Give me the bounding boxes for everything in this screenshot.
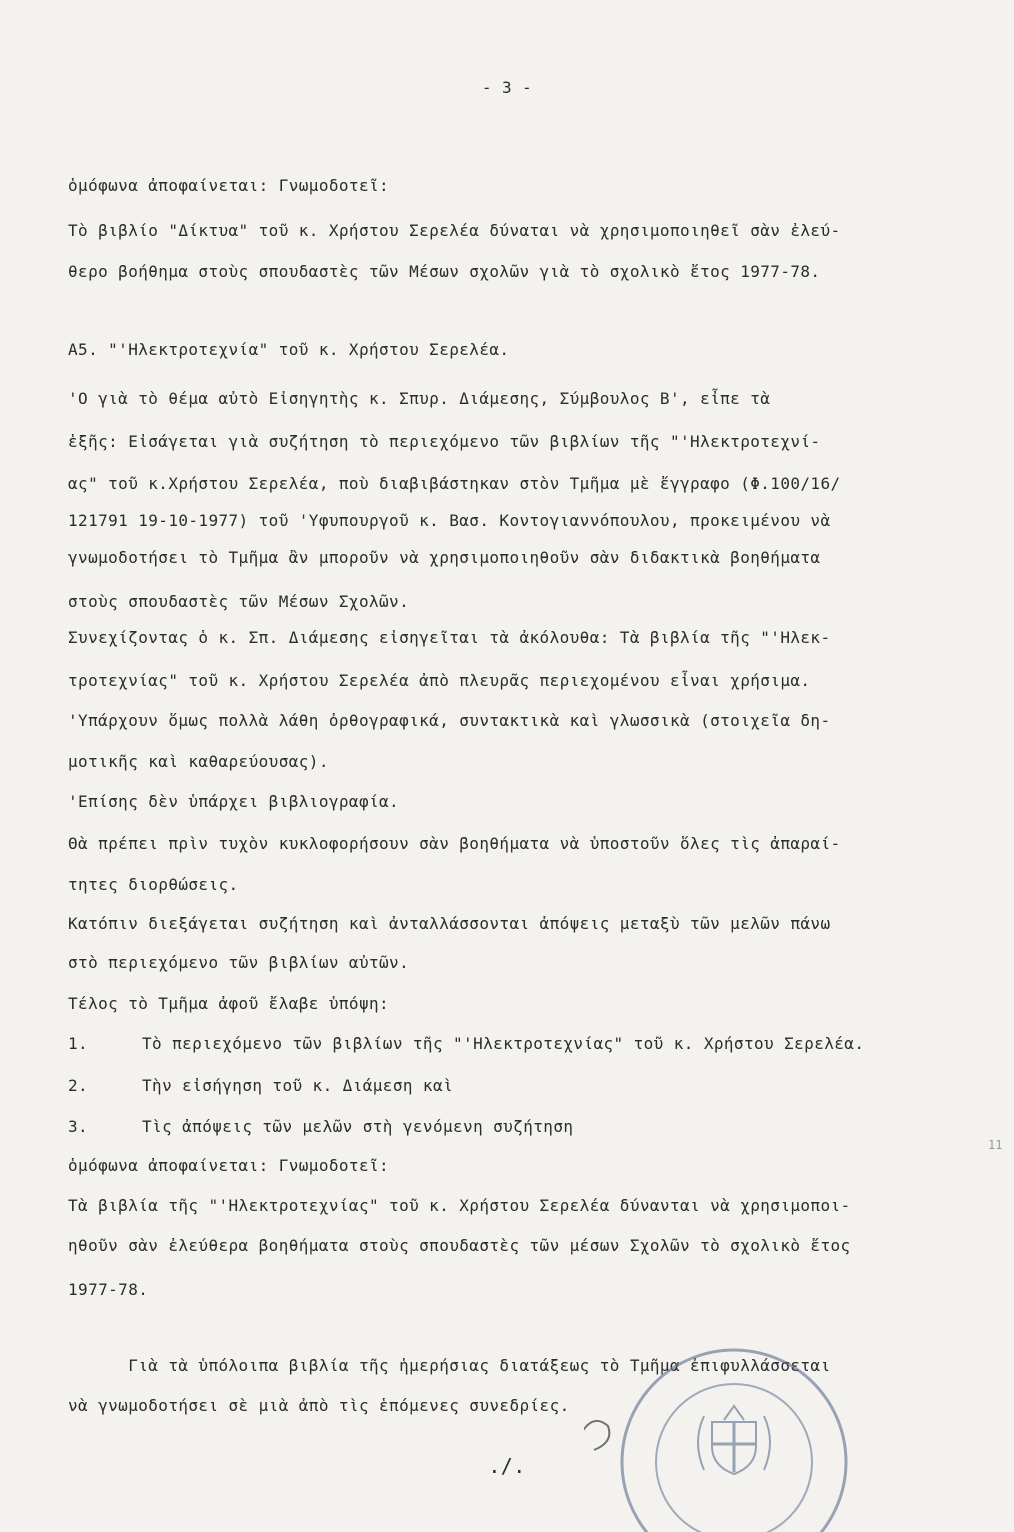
text-line: Θὰ πρέπει πρὶν τυχὸν κυκλοφορήσουν σὰν βοηθήματα νὰ ὑποστοῦν ὅλες τὶς ἀπαραί- [68,834,841,853]
text-line: γνωμοδοτήσει τὸ Τμῆμα ἂν μποροῦν νὰ χρησιμοποιηθοῦν σὰν διδακτικὰ βοηθήματα [68,548,821,567]
text-line: θερο βοήθημα στοὺς σπουδαστὲς τῶν Μέσων σχολῶν γιὰ τὸ σχολικὸ ἔτος 1977-78. [68,262,821,281]
closing-line: νὰ γνωμοδοτήσει σὲ μιὰ ἀπὸ τὶς ἑπόμενες συνεδρίες. [68,1396,570,1415]
text-line: ὁμόφωνα ἀποφαίνεται: Γνωμοδοτεῖ: [68,1156,390,1175]
numbered-item [0,1117,1014,1141]
closing-line: Γιὰ τὰ ὑπόλοιπα βιβλία τῆς ἡμερήσιας διατάξεως τὸ Τμῆμα ἐπιφυλλάσσεται [68,1356,831,1375]
text-line: τροτεχνίας" τοῦ κ. Χρήστου Σερελέα ἀπὸ πλευρᾶς περιεχομένου εἶναι χρήσιμα. [68,671,811,690]
item-number: 1. [68,1034,89,1053]
numbered-item [0,1076,1014,1100]
item-number: 3. [68,1117,89,1136]
text-line: ὁμόφωνα ἀποφαίνεται: Γνωμοδοτεῖ: [68,176,390,195]
text-line: τητες διορθώσεις. [68,875,239,894]
signature-stroke [584,1421,609,1450]
text-line: Τὰ βιβλία τῆς "'Ηλεκτροτεχνίας" τοῦ κ. Χρήστου Σερελέα δύνανται νὰ χρησιμοποι- [68,1196,851,1215]
text-line: Τέλος τὸ Τμῆμα ἀφοῦ ἔλαβε ὑπόψη: [68,994,390,1013]
text-line: 'Υπάρχουν ὅμως πολλὰ λάθη ὀρθογραφικά, συντακτικὰ καὶ γλωσσικὰ (στοιχεῖα δη- [68,711,831,730]
text-line: 'Ο γιὰ τὸ θέμα αὐτὸ Εἰσηγητὴς κ. Σπυρ. Διάμεσης, Σύμβουλος Β', εἶπε τὰ [68,389,771,408]
margin-mark: 11 [988,1138,1003,1152]
text-line: 'Επίσης δὲν ὑπάρχει βιβλιογραφία. [68,792,400,811]
text-line: Τὸ βιβλίο "Δίκτυα" τοῦ κ. Χρήστου Σερελέα δύναται νὰ χρησιμοποιηθεῖ σὰν ἐλεύ- [68,221,841,240]
text-line: 121791 19-10-1977) τοῦ 'Υφυπουργοῦ κ. Βασ. Κοντογιαννόπουλου, προκειμένου νὰ [68,511,831,530]
text-line: στὸ περιεχόμενο τῶν βιβλίων αὐτῶν. [68,953,410,972]
text-line: 1977-78. [68,1280,149,1299]
item-text: Τὸ περιεχόμενο τῶν βιβλίων τῆς "'Ηλεκτροτεχνίας" τοῦ κ. Χρήστου Σερελέα. [142,1034,865,1053]
text-line: μοτικῆς καὶ καθαρεύουσας). [68,752,329,771]
text-line: ας" τοῦ κ.Χρήστου Σερελέα, ποὺ διαβιβάστηκαν στὸν Τμῆμα μὲ ἔγγραφο (Φ.100/16/ [68,474,841,493]
text-line: Συνεχίζοντας ὁ κ. Σπ. Διάμεσης εἰσηγεῖται τὰ ἀκόλουθα: Τὰ βιβλία τῆς "'Ηλεκ- [68,628,831,647]
text-line: ἑξῆς: Εἰσάγεται γιὰ συζήτηση τὸ περιεχόμενο τῶν βιβλίων τῆς "'Ηλεκτροτεχνί- [68,432,821,451]
official-stamp [584,1332,848,1532]
text-line: στοὺς σπουδαστὲς τῶν Μέσων Σχολῶν. [68,592,410,611]
page-number: - 3 - [481,78,533,97]
item-text: Τὶς ἀπόψεις τῶν μελῶν στὴ γενόμενη συζήτηση [142,1117,574,1136]
text-line: ηθοῦν σὰν ἐλεύθερα βοηθήματα στοὺς σπουδαστὲς τῶν μέσων Σχολῶν τὸ σχολικὸ ἔτος [68,1236,851,1255]
item-number: 2. [68,1076,89,1095]
text-line: Κατόπιν διεξάγεται συζήτηση καὶ ἀνταλλάσσονται ἀπόψεις μεταξὺ τῶν μελῶν πάνω [68,914,831,933]
coat-of-arms-icon [698,1406,770,1474]
numbered-item [0,1034,1014,1058]
continuation-mark: ./. [488,1454,526,1478]
section-heading: Α5. "'Ηλεκτροτεχνία" τοῦ κ. Χρήστου Σερελέα. [68,340,510,359]
item-text: Τὴν εἰσήγηση τοῦ κ. Διάμεση καὶ [142,1076,454,1095]
